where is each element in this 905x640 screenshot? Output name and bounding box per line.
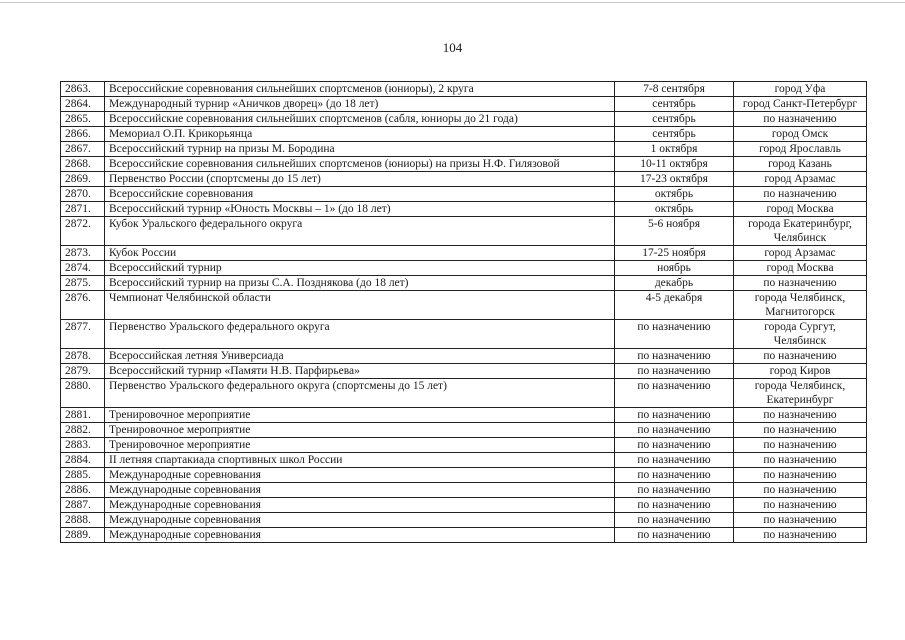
event-place: город Уфа — [734, 82, 867, 97]
event-place: по назначению — [734, 187, 867, 202]
events-table — [60, 81, 867, 543]
event-name: Международные соревнования — [105, 528, 615, 543]
row-number: 2884. — [61, 453, 105, 468]
event-name: Первенство Уральского федерального округа — [105, 320, 615, 349]
event-name: Кубок России — [105, 246, 615, 261]
event-date: декабрь — [615, 276, 734, 291]
row-number: 2882. — [61, 423, 105, 438]
event-date: 7-8 сентября — [615, 82, 734, 97]
event-name: Тренировочное мероприятие — [105, 438, 615, 453]
event-place: по назначению — [734, 453, 867, 468]
event-date: сентябрь — [615, 97, 734, 112]
event-name: Чемпионат Челябинской области — [105, 291, 615, 320]
event-date: 17-25 ноября — [615, 246, 734, 261]
event-place: по назначению — [734, 483, 867, 498]
row-number: 2863. — [61, 82, 105, 97]
row-number: 2883. — [61, 438, 105, 453]
event-name: Международные соревнования — [105, 513, 615, 528]
event-place: по назначению — [734, 438, 867, 453]
event-place: город Арзамас — [734, 172, 867, 187]
event-date: по назначению — [615, 379, 734, 408]
event-place: по назначению — [734, 276, 867, 291]
event-date: ноябрь — [615, 261, 734, 276]
event-place: по назначению — [734, 112, 867, 127]
row-number: 2886. — [61, 483, 105, 498]
row-number: 2867. — [61, 142, 105, 157]
event-place: города Челябинск, Екатеринбург — [734, 379, 867, 408]
event-name: II летняя спартакиада спортивных школ России — [105, 453, 615, 468]
table-row — [61, 453, 867, 468]
event-place: города Челябинск, Магнитогорск — [734, 291, 867, 320]
event-name: Всероссийские соревнования — [105, 187, 615, 202]
event-name: Международные соревнования — [105, 483, 615, 498]
event-place: город Арзамас — [734, 246, 867, 261]
event-name: Всероссийский турнир — [105, 261, 615, 276]
table-row — [61, 261, 867, 276]
event-date: по назначению — [615, 349, 734, 364]
event-date: октябрь — [615, 187, 734, 202]
event-date: 5-6 ноября — [615, 217, 734, 246]
event-place: по назначению — [734, 423, 867, 438]
row-number: 2873. — [61, 246, 105, 261]
event-place: город Казань — [734, 157, 867, 172]
event-date: по назначению — [615, 468, 734, 483]
event-date: по назначению — [615, 513, 734, 528]
row-number: 2869. — [61, 172, 105, 187]
event-date: по назначению — [615, 438, 734, 453]
event-name: Всероссийский турнир «Памяти Н.В. Парфирьева» — [105, 364, 615, 379]
table-row — [61, 276, 867, 291]
event-date: 4-5 декабря — [615, 291, 734, 320]
event-date: по назначению — [615, 408, 734, 423]
event-name: Всероссийская летняя Универсиада — [105, 349, 615, 364]
event-name: Всероссийский турнир «Юность Москвы – 1» (до 18 лет) — [105, 202, 615, 217]
event-place: город Санкт-Петербург — [734, 97, 867, 112]
event-date: 17-23 октября — [615, 172, 734, 187]
row-number: 2868. — [61, 157, 105, 172]
event-date: по назначению — [615, 453, 734, 468]
table-row — [61, 468, 867, 483]
row-number: 2874. — [61, 261, 105, 276]
row-number: 2889. — [61, 528, 105, 543]
table-row — [61, 97, 867, 112]
table-row — [61, 408, 867, 423]
row-number: 2870. — [61, 187, 105, 202]
event-name: Всероссийский турнир на призы М. Бородина — [105, 142, 615, 157]
table-row — [61, 112, 867, 127]
table-row — [61, 291, 867, 320]
event-place: по назначению — [734, 513, 867, 528]
event-place: город Москва — [734, 261, 867, 276]
event-place: по назначению — [734, 468, 867, 483]
table-row — [61, 127, 867, 142]
table-row — [61, 187, 867, 202]
event-name: Всероссийский турнир на призы С.А. Позднякова (до 18 лет) — [105, 276, 615, 291]
event-name: Международные соревнования — [105, 468, 615, 483]
event-place: по назначению — [734, 498, 867, 513]
table-row — [61, 483, 867, 498]
row-number: 2880. — [61, 379, 105, 408]
event-date: октябрь — [615, 202, 734, 217]
event-place: город Москва — [734, 202, 867, 217]
row-number: 2887. — [61, 498, 105, 513]
event-name: Международные соревнования — [105, 498, 615, 513]
event-date: по назначению — [615, 528, 734, 543]
event-place: по назначению — [734, 528, 867, 543]
event-date: сентябрь — [615, 127, 734, 142]
event-date: по назначению — [615, 483, 734, 498]
event-date: по назначению — [615, 423, 734, 438]
event-name: Всероссийские соревнования сильнейших спортсменов (юниоры), 2 круга — [105, 82, 615, 97]
event-name: Первенство Уральского федерального округа (спортсмены до 15 лет) — [105, 379, 615, 408]
table-row — [61, 423, 867, 438]
scan-edge-line — [0, 2, 905, 3]
row-number: 2866. — [61, 127, 105, 142]
event-date: по назначению — [615, 320, 734, 349]
table-row — [61, 528, 867, 543]
table-row — [61, 364, 867, 379]
event-name: Всероссийские соревнования сильнейших спортсменов (сабля, юниоры до 21 года) — [105, 112, 615, 127]
events-table-body — [61, 82, 867, 543]
event-place: города Екатеринбург, Челябинск — [734, 217, 867, 246]
row-number: 2879. — [61, 364, 105, 379]
row-number: 2877. — [61, 320, 105, 349]
event-name: Кубок Уральского федерального округа — [105, 217, 615, 246]
row-number: 2872. — [61, 217, 105, 246]
row-number: 2865. — [61, 112, 105, 127]
event-date: 1 октября — [615, 142, 734, 157]
event-place: город Омск — [734, 127, 867, 142]
table-row — [61, 217, 867, 246]
row-number: 2888. — [61, 513, 105, 528]
table-row — [61, 202, 867, 217]
table-row — [61, 246, 867, 261]
event-place: город Киров — [734, 364, 867, 379]
event-name: Первенство России (спортсмены до 15 лет) — [105, 172, 615, 187]
table-row — [61, 513, 867, 528]
table-row — [61, 349, 867, 364]
row-number: 2881. — [61, 408, 105, 423]
row-number: 2878. — [61, 349, 105, 364]
event-name: Мемориал О.П. Крикорьянца — [105, 127, 615, 142]
event-name: Всероссийские соревнования сильнейших спортсменов (юниоры) на призы Н.Ф. Гилязовой — [105, 157, 615, 172]
event-place: города Сургут, Челябинск — [734, 320, 867, 349]
row-number: 2864. — [61, 97, 105, 112]
page-number: 104 — [442, 40, 463, 55]
event-place: по назначению — [734, 408, 867, 423]
table-row — [61, 498, 867, 513]
table-row — [61, 379, 867, 408]
event-place: по назначению — [734, 349, 867, 364]
table-row — [61, 142, 867, 157]
table-row — [61, 172, 867, 187]
table-row — [61, 82, 867, 97]
table-row — [61, 438, 867, 453]
event-date: по назначению — [615, 498, 734, 513]
event-date: 10-11 октября — [615, 157, 734, 172]
event-name: Международный турнир «Аничков дворец» (до 18 лет) — [105, 97, 615, 112]
event-place: город Ярославль — [734, 142, 867, 157]
event-name: Тренировочное мероприятие — [105, 408, 615, 423]
table-row — [61, 157, 867, 172]
row-number: 2875. — [61, 276, 105, 291]
row-number: 2876. — [61, 291, 105, 320]
event-name: Тренировочное мероприятие — [105, 423, 615, 438]
event-date: по назначению — [615, 364, 734, 379]
row-number: 2885. — [61, 468, 105, 483]
event-date: сентябрь — [615, 112, 734, 127]
table-row — [61, 320, 867, 349]
row-number: 2871. — [61, 202, 105, 217]
